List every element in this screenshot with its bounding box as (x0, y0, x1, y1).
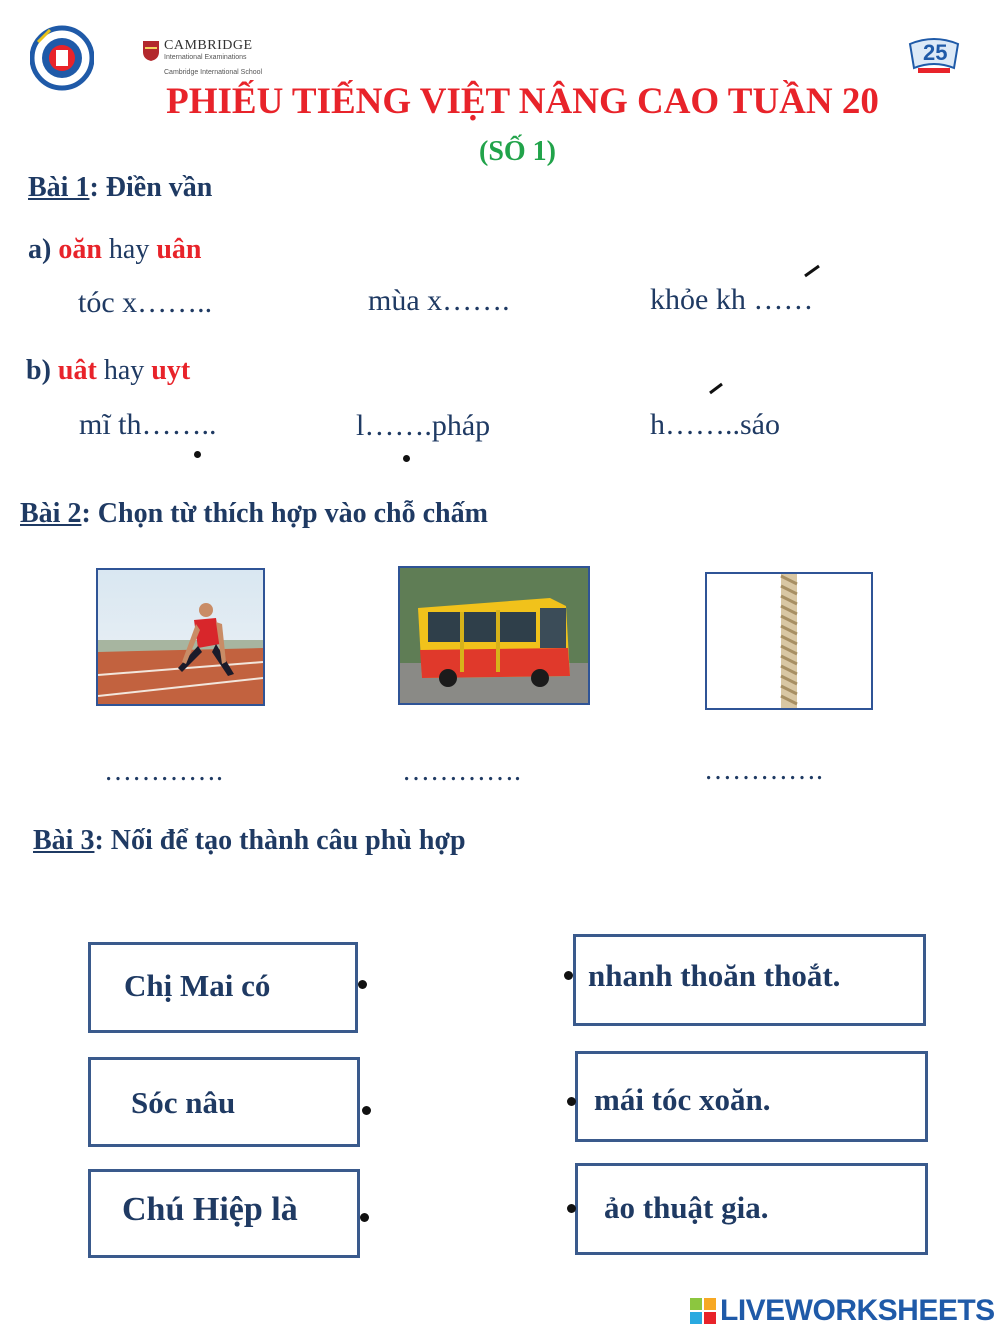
left-box-3-text: Chú Hiệp là (122, 1191, 298, 1228)
cambridge-subtitle: International Examinations (164, 54, 247, 61)
page-subtitle: (SỐ 1) (479, 136, 556, 167)
left-connector-dot-1[interactable] (358, 980, 367, 989)
bai1-a-item-3[interactable]: khỏe kh …… (650, 283, 814, 316)
bai3-heading-text: : Nối để tạo thành câu phù hợp (94, 825, 466, 856)
bai1-a-separator: hay (108, 234, 150, 265)
acute-accent-mark (707, 381, 725, 395)
bai2-heading-number: Bài 2 (20, 498, 82, 529)
liveworksheets-brand (690, 1294, 995, 1330)
bus-picture (398, 566, 590, 705)
bai2-blank-1[interactable]: …………. (104, 756, 223, 787)
logo25-text: 25 (923, 40, 948, 65)
right-connector-dot-3[interactable] (567, 1204, 576, 1213)
bai1-heading (28, 172, 212, 204)
right-connector-dot-2[interactable] (567, 1097, 576, 1106)
bai1-b-item-1[interactable]: mĩ th…….. (79, 408, 217, 441)
left-box-2[interactable] (88, 1057, 360, 1147)
bai1-b-item-2[interactable]: l…….pháp (356, 409, 491, 442)
right-box-2-text: mái tóc xoăn. (594, 1082, 771, 1117)
left-connector-dot-2[interactable] (362, 1106, 371, 1115)
cambridge-school: Cambridge International School (164, 69, 263, 76)
right-box-2[interactable] (575, 1051, 928, 1142)
bai1-a-option-1: oăn (58, 234, 102, 265)
left-box-2-text: Sóc nâu (131, 1085, 236, 1120)
rope-picture (705, 572, 873, 710)
bai2-heading (20, 498, 488, 530)
right-connector-dot-1[interactable] (564, 971, 573, 980)
bai1-heading-text: : Điền vần (89, 172, 213, 203)
bai1-heading-number: Bài 1 (28, 172, 90, 203)
bai2-blank-3[interactable]: …………. (704, 755, 823, 786)
bai1-b-item-3[interactable]: h……..sáo (650, 408, 780, 441)
liveworksheets-text: LIVEWORKSHEETS (720, 1294, 995, 1327)
bai1-a-option-2: uân (156, 234, 202, 265)
cambridge-shield-icon (142, 40, 160, 62)
bai1-a-prefix: a) (28, 234, 52, 265)
bai1-b-prefix: b) (26, 355, 51, 386)
bai2-heading-text: : Chọn từ thích hợp vào chỗ chấm (81, 498, 488, 529)
right-box-1[interactable] (573, 934, 926, 1026)
bai1-a-item-1[interactable]: tóc x…….. (78, 286, 213, 319)
cambridge-name: CAMBRIDGE (164, 38, 253, 53)
left-connector-dot-3[interactable] (360, 1213, 369, 1222)
bai1-b-option-1: uât (57, 355, 97, 386)
right-box-1-text: nhanh thoăn thoắt. (588, 958, 841, 993)
bai3-heading-number: Bài 3 (33, 825, 95, 856)
left-box-3[interactable] (88, 1169, 360, 1258)
bai2-blank-2[interactable]: …………. (402, 756, 521, 787)
runner-picture (96, 568, 265, 706)
left-box-1[interactable] (88, 942, 358, 1033)
liveworksheets-logo-icon (690, 1298, 716, 1324)
right-box-3-text: ảo thuật gia. (604, 1190, 769, 1225)
bai1-a-label (28, 234, 202, 266)
bai1-b-label (26, 355, 190, 387)
rope-icon (781, 574, 797, 708)
bai3-heading (33, 825, 466, 857)
dot-below-mark (403, 455, 410, 462)
acute-accent-mark (802, 264, 822, 278)
right-box-3[interactable] (575, 1163, 928, 1255)
bai1-b-separator: hay (103, 355, 145, 386)
bai1-b-option-2: uyt (151, 355, 191, 386)
bai1-a-item-2[interactable]: mùa x……. (368, 284, 510, 317)
dot-below-mark (194, 451, 201, 458)
left-box-1-text: Chị Mai có (124, 968, 271, 1003)
anniversary-logo (906, 30, 962, 76)
page-title: PHIẾU TIẾNG VIỆT NÂNG CAO TUẦN 20 (166, 81, 879, 122)
